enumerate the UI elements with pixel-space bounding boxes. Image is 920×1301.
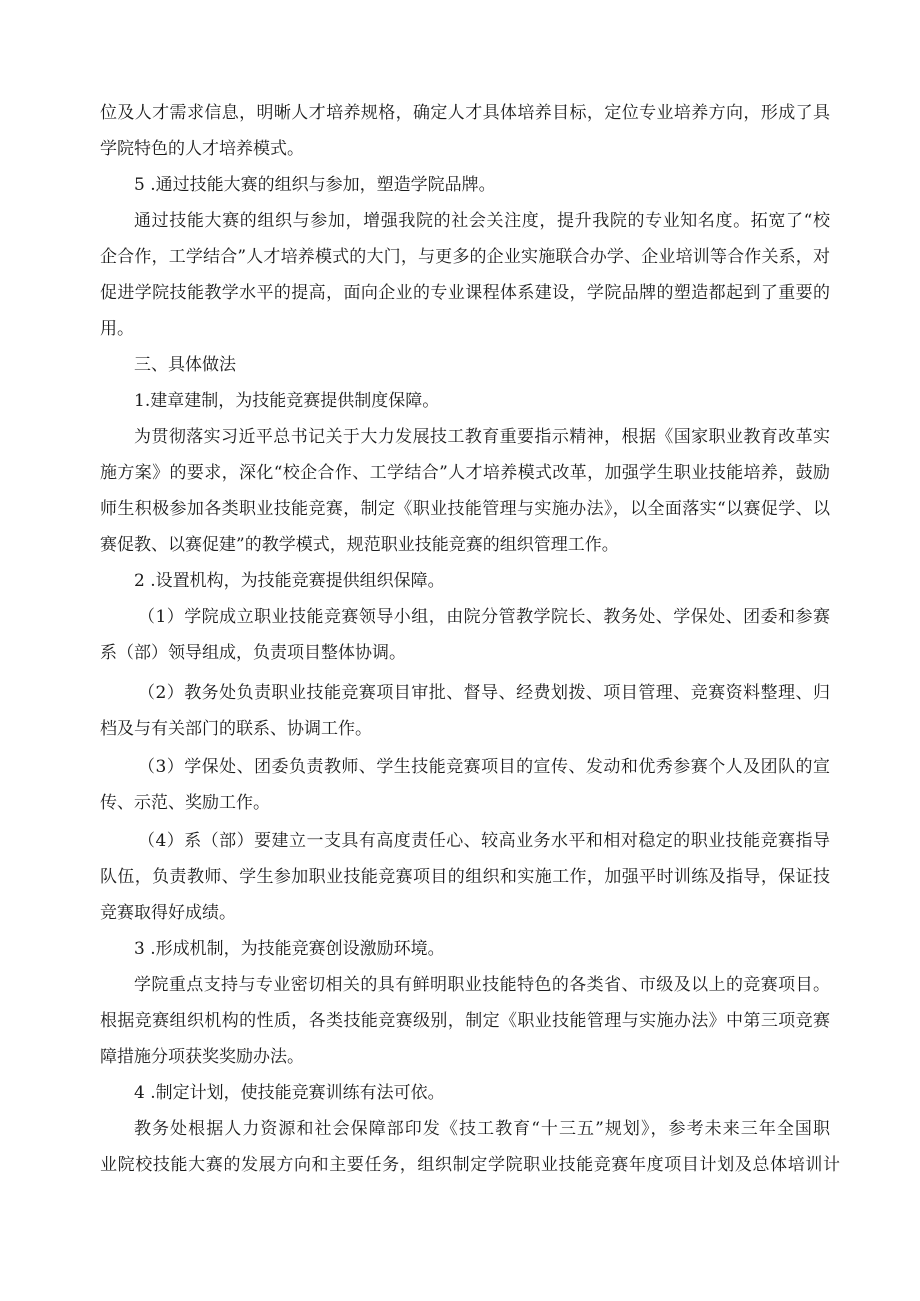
paragraph-line: 促进学院技能教学水平的提高，面向企业的专业课程体系建设，学院品牌的塑造都起到了重要的 (100, 283, 830, 303)
paragraph-line: 档及与有关部门的联系、协调工作。 (100, 719, 372, 739)
subheading-5: 5 .通过技能大赛的组织与参加，塑造学院品牌。 (134, 175, 496, 195)
paragraph-line: 师生积极参加各类职业技能竞赛，制定《职业技能管理与实施办法》，以全面落实“以赛促学、以 (100, 499, 830, 519)
subheading-2: 2 .设置机构，为技能竞赛提供组织保障。 (134, 571, 445, 591)
paragraph-line: 传、示范、奖励工作。 (100, 793, 270, 813)
paragraph-line: 用。 (100, 319, 134, 339)
subheading-1: 1.建章建制，为技能竞赛提供制度保障。 (134, 391, 440, 411)
subheading-4: 4 .制定计划，使技能竞赛训练有法可依。 (134, 1083, 445, 1103)
paragraph-line: （1）学院成立职业技能竞赛领导小组，由院分管教学院长、教务处、学保处、团委和参赛 (138, 607, 830, 627)
subheading-3: 3 .形成机制，为技能竞赛创设激励环境。 (134, 939, 445, 959)
paragraph-line: 通过技能大赛的组织与参加，增强我院的社会关注度，提升我院的专业知名度。拓宽了“校 (134, 211, 830, 231)
paragraph-line: 竞赛取得好成绩。 (100, 903, 236, 923)
paragraph-line: 教务处根据人力资源和社会保障部印发《技工教育“十三五”规划》，参考未来三年全国职 (134, 1119, 830, 1139)
paragraph-line: 业院校技能大赛的发展方向和主要任务，组织制定学院职业技能竞赛年度项目计划及总体培训计 (100, 1155, 840, 1175)
paragraph-line: 施方案》的要求，深化“校企合作、工学结合”人才培养模式改革，加强学生职业技能培养，鼓励 (100, 463, 830, 483)
paragraph-line: 障措施分项获奖奖励办法。 (100, 1047, 304, 1067)
paragraph-line: 为贯彻落实习近平总书记关于大力发展技工教育重要指示精神，根据《国家职业教育改革实 (134, 427, 830, 447)
paragraph-line: 根据竞赛组织机构的性质，各类技能竞赛级别，制定《职业技能管理与实施办法》中第三项竞赛 (100, 1011, 830, 1031)
paragraph-line: （4）系（部）要建立一支具有高度责任心、较高业务水平和相对稳定的职业技能竞赛指导 (138, 831, 830, 851)
paragraph-line: （2）教务处负责职业技能竞赛项目审批、督导、经费划拨、项目管理、竞赛资料整理、归 (138, 683, 830, 703)
paragraph-line: 位及人才需求信息，明晰人才培养规格，确定人才具体培养目标，定位专业培养方向，形成了具 (100, 103, 830, 123)
paragraph-line: 学院重点支持与专业密切相关的具有鲜明职业技能特色的各类省、市级及以上的竞赛项目。 (134, 975, 830, 995)
paragraph-line: 队伍，负责教师、学生参加职业技能竞赛项目的组织和实施工作，加强平时训练及指导，保证技 (100, 867, 830, 887)
section-heading: 三、具体做法 (134, 355, 236, 375)
paragraph-line: 学院特色的人才培养模式。 (100, 139, 304, 159)
paragraph-line: 系（部）领导组成，负责项目整体协调。 (100, 643, 406, 663)
paragraph-line: 赛促教、以赛促建”的教学模式，规范职业技能竞赛的组织管理工作。 (100, 535, 619, 555)
paragraph-line: 企合作，工学结合”人才培养模式的大门，与更多的企业实施联合办学、企业培训等合作关系，对 (100, 247, 830, 267)
paragraph-line: （3）学保处、团委负责教师、学生技能竞赛项目的宣传、发动和优秀参赛个人及团队的宣 (138, 757, 830, 777)
